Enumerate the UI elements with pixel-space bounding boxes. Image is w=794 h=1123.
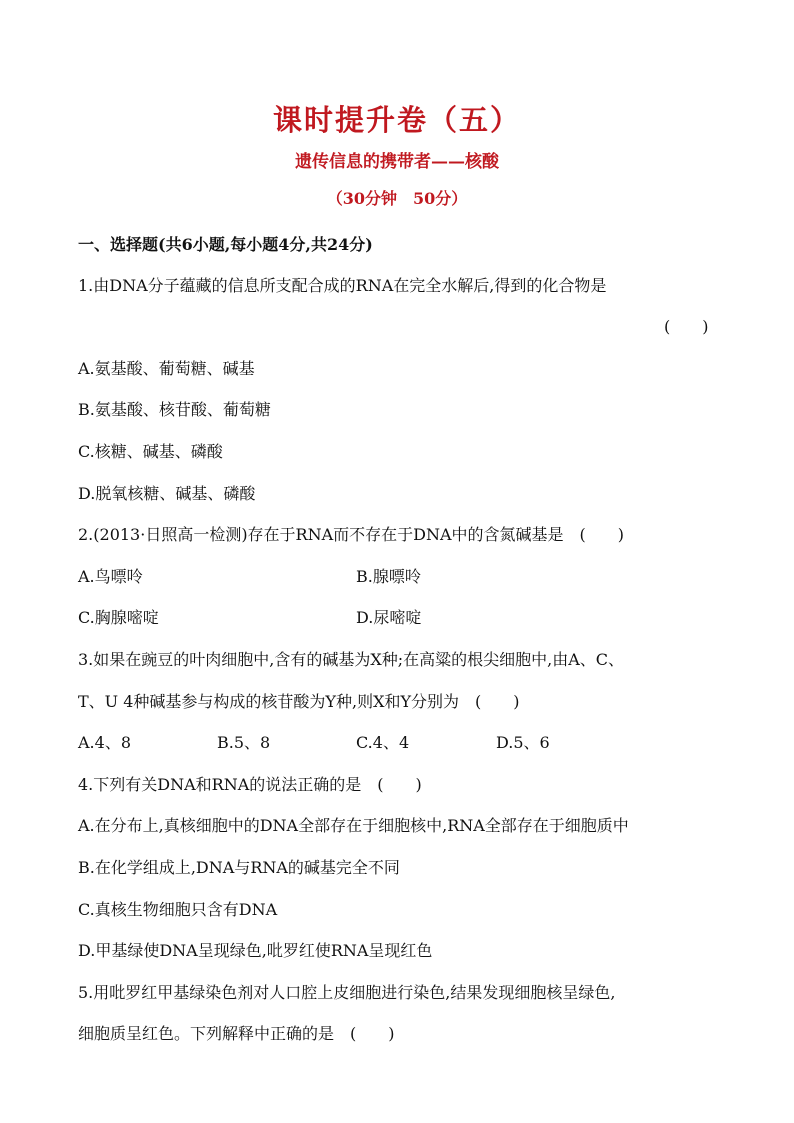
q1-option-b: B.氨基酸、核苷酸、葡萄糖	[78, 400, 271, 419]
q2-option-a: A.鸟嘌呤	[78, 567, 143, 586]
q1-option-c: C.核糖、碱基、磷酸	[78, 442, 223, 461]
q3-option-b: B.5、8	[217, 733, 271, 752]
page-title: 课时提升卷（五）	[272, 103, 521, 137]
q3-stem-line2: T、U 4种碱基参与构成的核苷酸为Y种,则X和Y分别为 ( )	[78, 692, 520, 711]
page-subtitle: 遗传信息的携带者——核酸	[295, 152, 499, 172]
q3-stem-line1: 3.如果在豌豆的叶肉细胞中,含有的碱基为X种;在高粱的根尖细胞中,由A、C、	[78, 650, 625, 669]
q4-option-d: D.甲基绿使DNA呈现绿色,吡罗红使RNA呈现红色	[78, 941, 433, 960]
q2-option-b: B.腺嘌呤	[356, 567, 421, 586]
q3-option-d: D.5、6	[496, 733, 550, 752]
q5-stem-line1: 5.用吡罗红甲基绿染色剂对人口腔上皮细胞进行染色,结果发现细胞核呈绿色,	[78, 983, 616, 1002]
q2-stem: 2.(2013·日照高一检测)存在于RNA而不存在于DNA中的含氮碱基是 ( )	[78, 525, 625, 544]
q1-option-a: A.氨基酸、葡萄糖、碱基	[78, 359, 255, 378]
q3-option-a: A.4、8	[78, 733, 132, 752]
q2-option-d: D.尿嘧啶	[356, 608, 422, 627]
q4-option-a: A.在分布上,真核细胞中的DNA全部存在于细胞核中,RNA全部存在于细胞质中	[78, 816, 629, 835]
q4-option-c: C.真核生物细胞只含有DNA	[78, 900, 278, 919]
q1-answer-paren: ( )	[664, 317, 709, 336]
q4-option-b: B.在化学组成上,DNA与RNA的碱基完全不同	[78, 858, 400, 877]
q3-option-c: C.4、4	[356, 733, 410, 752]
q2-option-c: C.胸腺嘧啶	[78, 608, 159, 627]
q4-stem: 4.下列有关DNA和RNA的说法正确的是 ( )	[78, 775, 422, 794]
time-score-info: （30分钟 50分）	[326, 189, 468, 208]
q5-stem-line2: 细胞质呈红色。下列解释中正确的是 ( )	[78, 1024, 395, 1043]
section-heading-multiple-choice: 一、选择题(共6小题,每小题4分,共24分)	[78, 235, 373, 254]
q1-stem: 1.由DNA分子蕴藏的信息所支配合成的RNA在完全水解后,得到的化合物是	[78, 276, 607, 295]
q1-option-d: D.脱氧核糖、碱基、磷酸	[78, 484, 256, 503]
